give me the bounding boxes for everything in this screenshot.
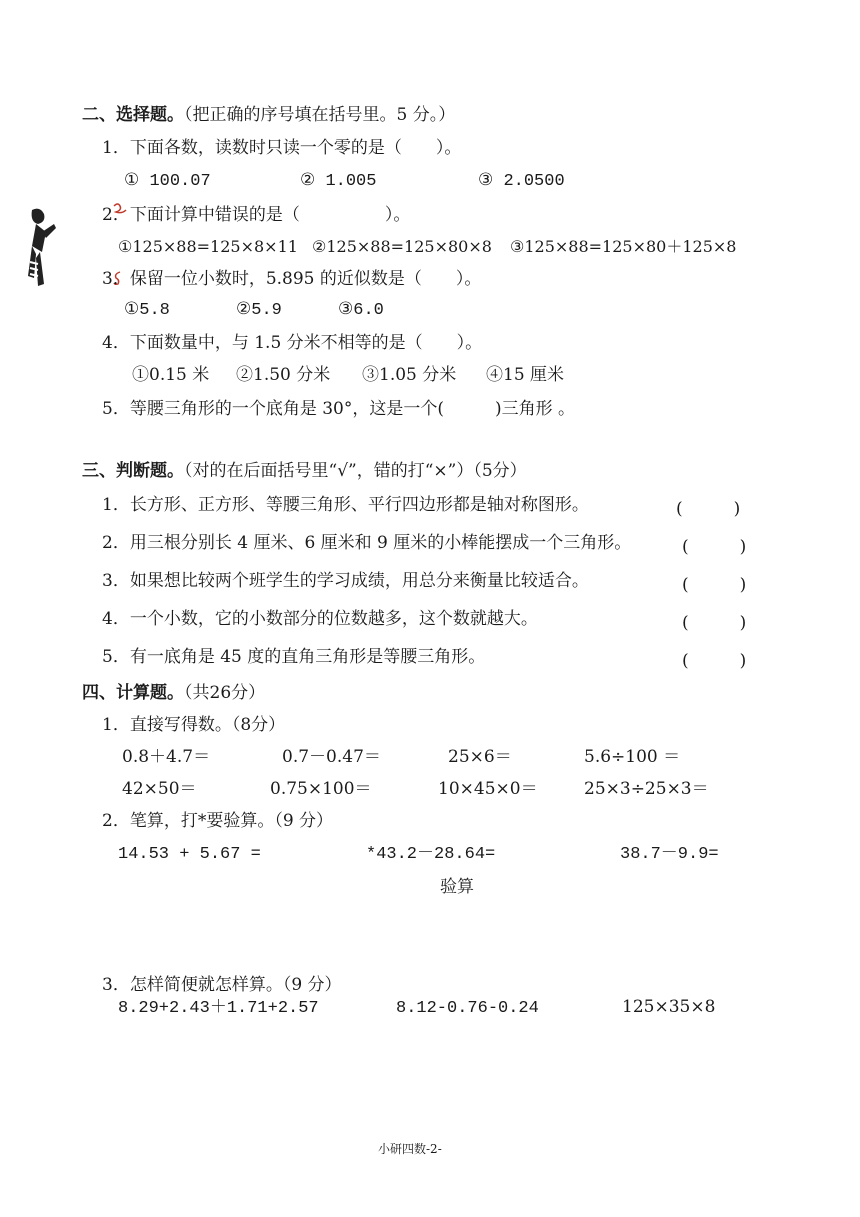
section-2-title: 二、选择题。 — [82, 105, 184, 125]
option-2-2-c: ③125×88=125×80＋125×8 — [510, 237, 737, 256]
oral-calc-1: 0.8＋4.7＝ — [122, 747, 211, 767]
answer-paren-4: ( ) — [682, 613, 747, 633]
judge-item-4: 4．一个小数，它的小数部分的位数越多，这个数就越大。 — [102, 609, 538, 629]
oral-calc-4: 5.6÷100 ＝ — [584, 747, 681, 767]
option-2-1-b: ② 1.005 — [300, 172, 377, 191]
question-2-4: 4．下面数量中，与 1.5 分米不相等的是（ ）。 — [102, 333, 483, 353]
oral-calc-8: 25×3÷25×3＝ — [584, 779, 709, 799]
judge-item-1: 1．长方形、正方形、等腰三角形、平行四边形都是轴对称图形。 — [102, 495, 589, 515]
option-2-3-a: ①5.8 — [124, 301, 170, 320]
check-label: 验算 — [440, 877, 474, 897]
judge-item-5: 5．有一底角是 45 度的直角三角形是等腰三角形。 — [102, 647, 486, 667]
option-2-4-b: ②1.50 分米 — [236, 365, 331, 385]
answer-paren-5: ( ) — [682, 651, 747, 671]
part-4-3-title: 3．怎样简便就怎样算。（9 分） — [102, 975, 342, 995]
simplify-calc-3: 125×35×8 — [622, 997, 716, 1017]
option-2-3-b: ②5.9 — [236, 301, 282, 320]
answer-paren-2: ( ) — [682, 537, 747, 557]
option-2-4-a: ①0.15 米 — [132, 365, 210, 385]
oral-calc-6: 0.75×100＝ — [270, 779, 372, 799]
section-2-heading — [82, 104, 455, 126]
question-2-5: 5．等腰三角形的一个底角是 30°，这是一个( )三角形 。 — [102, 399, 576, 419]
question-2-1: 1．下面各数，读数时只读一个零的是（ ）。 — [102, 138, 462, 158]
written-calc-3: 38.7－9.9= — [620, 845, 719, 864]
section-3-note: （对的在后面括号里“√”，错的打“×”）（5分） — [184, 461, 527, 481]
margin-figure-icon — [18, 206, 58, 290]
option-2-4-d: ④15 厘米 — [486, 365, 565, 385]
oral-calc-5: 42×50＝ — [122, 779, 197, 799]
option-2-1-a: ① 100.07 — [124, 172, 211, 191]
question-2-2: 2．下面计算中错误的是（ ）。 — [102, 205, 411, 225]
written-calc-1: 14.53 + 5.67 = — [118, 845, 261, 864]
part-4-2-title: 2．笔算，打*要验算。（9 分） — [102, 811, 334, 831]
option-2-3-c: ③6.0 — [338, 301, 384, 320]
answer-paren-3: ( ) — [682, 575, 747, 595]
option-2-2-b: ②125×88=125×80×8 — [312, 237, 492, 256]
section-4-title: 四、计算题。 — [82, 683, 184, 703]
judge-item-3: 3．如果想比较两个班学生的学习成绩，用总分来衡量比较适合。 — [102, 571, 589, 591]
option-2-1-c: ③ 2.0500 — [478, 172, 565, 191]
section-4-note: （共26分） — [184, 683, 266, 703]
question-2-3: 3．保留一位小数时，5.895 的近似数是（ ）。 — [102, 269, 482, 289]
oral-calc-2: 0.7－0.47＝ — [282, 747, 381, 767]
oral-calc-7: 10×45×0＝ — [438, 779, 538, 799]
option-2-4-c: ③1.05 分米 — [362, 365, 457, 385]
written-calc-2: *43.2－28.64= — [366, 845, 496, 864]
section-2-note: （把正确的序号填在括号里。5 分。） — [184, 105, 456, 125]
section-3-title: 三、判断题。 — [82, 461, 184, 481]
simplify-calc-1: 8.29+2.43＋1.71+2.57 — [118, 999, 319, 1018]
page-footer: 小研四数-2- — [378, 1142, 442, 1156]
oral-calc-3: 25×6＝ — [448, 747, 512, 767]
part-4-1-title: 1．直接写得数。（8分） — [102, 715, 286, 735]
answer-paren-1: ( ) — [676, 499, 741, 519]
section-4-heading — [82, 682, 265, 704]
simplify-calc-2: 8.12-0.76-0.24 — [396, 999, 539, 1018]
section-3-heading — [82, 460, 527, 482]
option-2-2-a: ①125×88=125×8×11 — [118, 237, 298, 256]
judge-item-2: 2．用三根分别长 4 厘米、6 厘米和 9 厘米的小棒能摆成一个三角形。 — [102, 533, 632, 553]
